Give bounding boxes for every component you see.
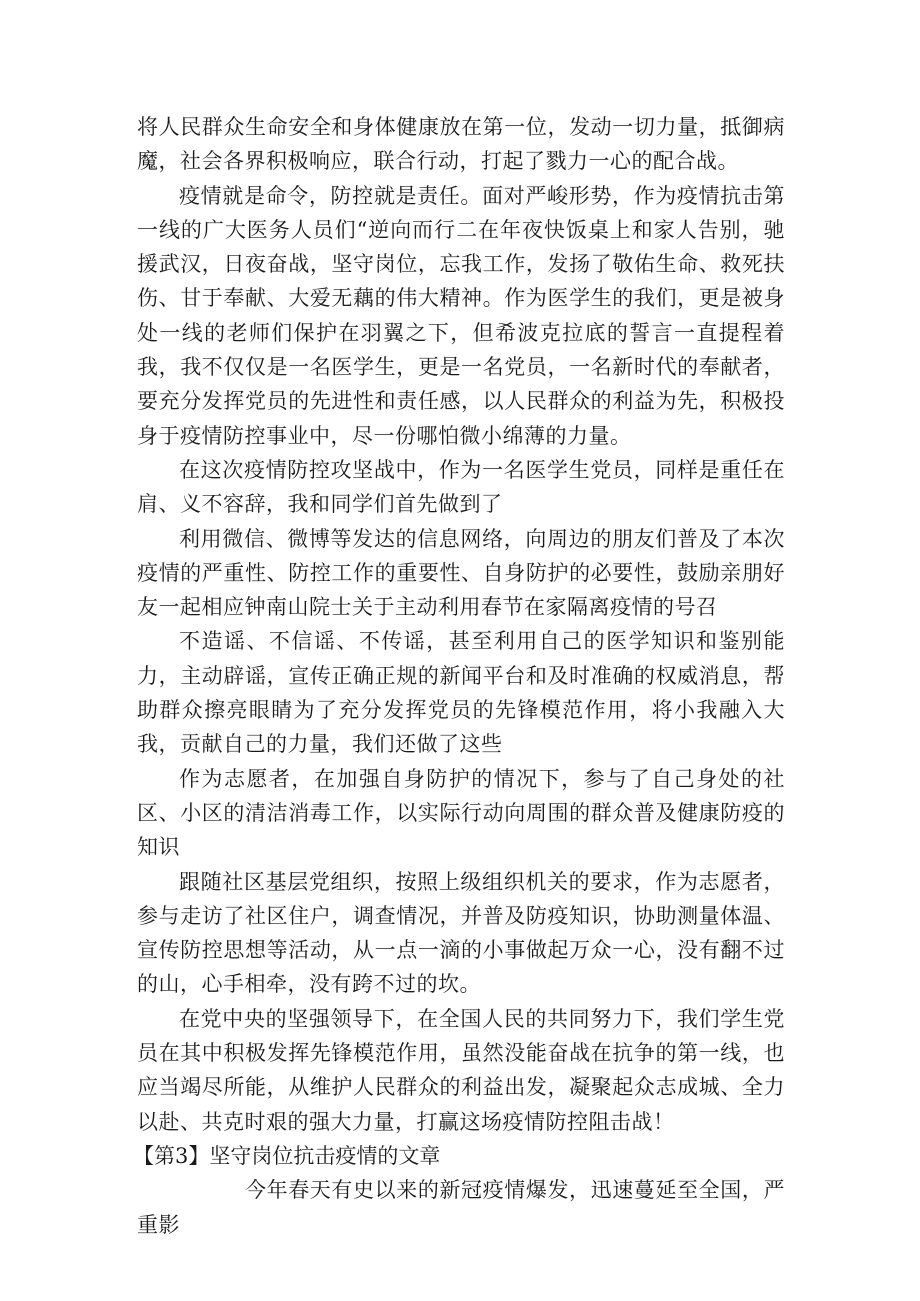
paragraph-1: 将人民群众生命安全和身体健康放在第一位，发动一切力量，抵御病魔，社会各界积极响应，联合行动，打起了戮力一心的配合战。 <box>137 115 785 174</box>
article-body <box>133 110 785 1242</box>
paragraph-2: 疫情就是命令，防控就是责任。面对严峻形势，作为疫情抗击第一线的广大医务人员们“逆向而行二在年夜快饭桌上和家人告别，驰援武汉，日夜奋战，坚守岗位，忘我工作，发扬了敬佑生命、救死扶伤、甘于奉献、大爱无藕的伟大精神。作为医学生的我们，更是被身处一线的老师们保护在羽翼之下，但希波克拉底的誓言一直提程着我，我不仅仅是一名医学生，更是一名党员，一名新时代的奉献者，要充分发挥党员的先进性和责任感，以人民群众的利益为先，积极投身于疫情防控事业中，尽一份哪怕微小绵薄的力量。 <box>137 183 785 448</box>
paragraph-3: 在这次疫情防控攻坚战中，作为一名医学生党员，同样是重任在肩、义不容辞，我和同学们首先做到了 <box>137 457 785 517</box>
section-heading: 【第3】坚守岗位抗击疫情的文章 <box>133 1143 441 1168</box>
paragraph-5: 不造谣、不信谣、不传谣，甚至利用自己的医学知识和鉴别能力，主动辟谣，宣传正确正规的新闻平台和及时准确的权威消息，帮助群众擦亮眼睛为了充分发挥党员的先锋模范作用，将小我融入大我，贡献自己的力量，我们还做了这些 <box>137 629 785 757</box>
section-first-paragraph: 今年春天有史以来的新冠疫情爆发，迅速蔓延至全国，严重影 <box>137 1178 785 1237</box>
paragraph-6: 作为志愿者，在加强自身防护的情况下，参与了自己身处的社区、小区的清洁消毒工作，以实际行动向周围的群众普及健康防疫的知识 <box>137 766 785 860</box>
paragraph-7: 跟随社区基层党组织，按照上级组织机关的要求，作为志愿者，参与走访了社区住户，调查情况，并普及防疫知识，协助测量体温、宣传防控思想等活动，从一点一滴的小事做起万众一心，没有翻不过的山，心手相牵，没有跨不过的坎。 <box>137 869 785 997</box>
paragraph-4: 利用微信、微博等发达的信息网络，向周边的朋友们普及了本次疫情的严重性、防控工作的重要性、自身防护的必要性，鼓励亲朋好友一起相应钟南山院士关于主动利用春节在家隔离疫情的号召 <box>137 526 785 620</box>
paragraph-8: 在党中央的坚强领导下，在全国人民的共同努力下，我们学生党员在其中积极发挥先锋模范作用，虽然没能奋战在抗争的第一线，也应当竭尽所能，从维护人民群众的利益出发，凝聚起众志成城、全力以赴、共克时艰的强大力量，打赢这场疫情防控阻击战！ <box>137 1006 785 1134</box>
